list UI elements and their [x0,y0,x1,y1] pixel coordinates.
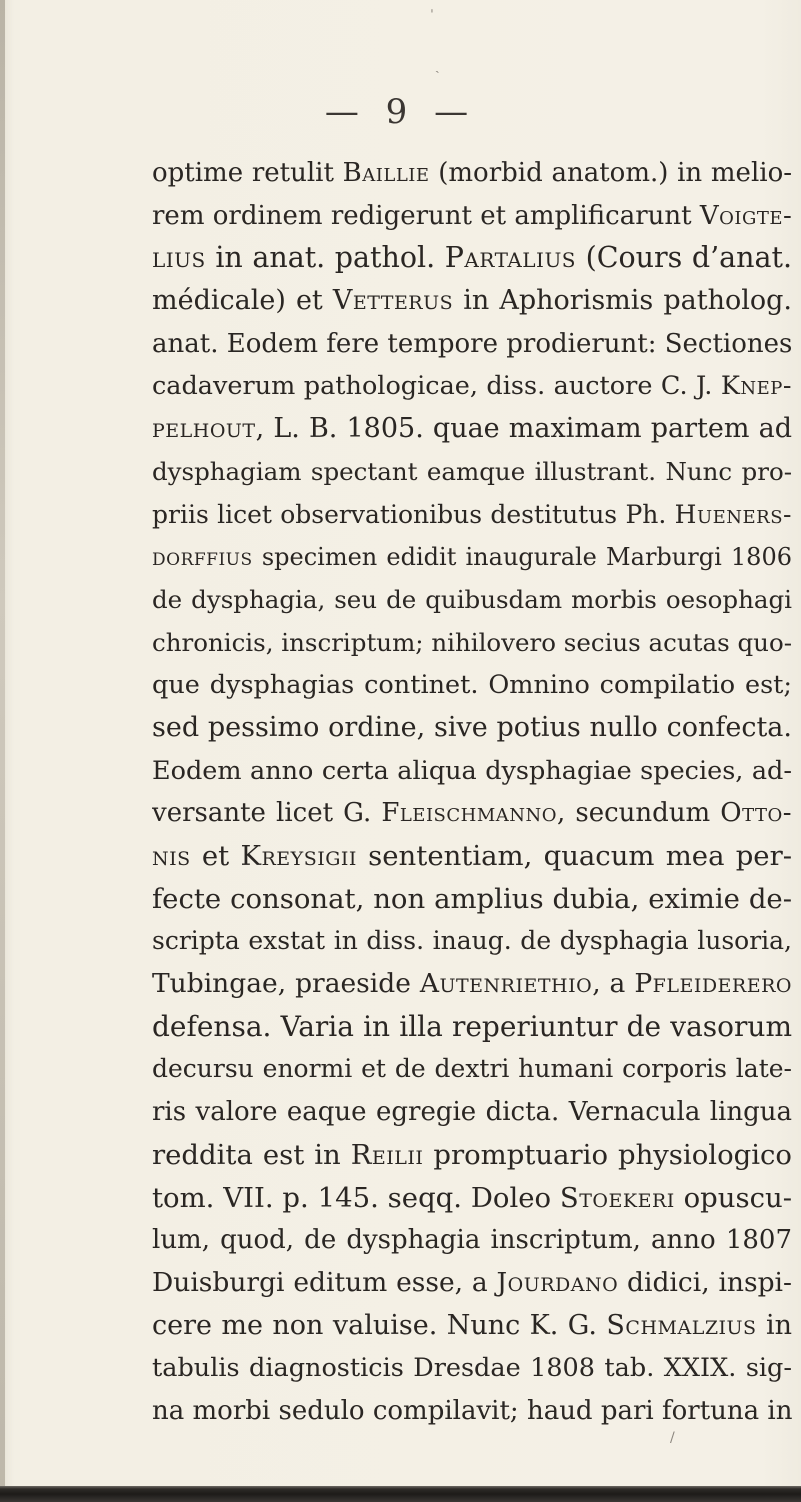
text-line [152,451,792,494]
author-name: Vetterus [332,285,454,317]
text-segment: specimen edidit inaugurale Marburgi 1806 [252,543,792,572]
scan-speck: ˈ [430,8,434,24]
text-segment: tabulis diagnosticis Dresdae 1808 tab. XXIX. sig- [152,1353,792,1384]
author-name: Autenriethio [419,968,593,1000]
author-name: lius [152,241,206,275]
scan-speck: / [670,1430,675,1446]
text-segment: , L. B. 1805. quae maximam partem ad [255,413,792,445]
text-segment: anat. Eodem fere tempore prodierunt: Sectiones [152,328,792,359]
text-segment: (Cours d’anat. [576,241,792,275]
text-segment: priis licet observationibus destitutus Ph. [152,499,675,529]
text-segment: Tubingae, praeside [152,968,420,1000]
author-name: nis [152,840,191,872]
text-segment: Duisburgi editum esse, a [152,1266,497,1298]
text-line [152,1134,792,1177]
scan-bottom-edge [0,1486,801,1502]
scan-speck: ˏ [435,58,440,74]
author-name: Reilii [350,1138,424,1171]
text-line [152,152,792,195]
text-line [152,195,792,238]
text-segment: , a [592,968,635,1000]
text-segment: chronicis, inscriptum; nihilovero secius acutas quo- [152,627,792,657]
text-segment: versante licet G. [152,798,382,829]
author-name: Partalius [444,241,577,275]
text-line [152,494,792,537]
author-name: Knep- [720,371,792,402]
text-line [152,323,792,366]
text-line [152,750,792,793]
text-segment: ris valore eaque egregie dicta. Vernacula lingua [152,1097,792,1128]
text-segment: reddita est in [152,1138,351,1171]
text-segment: lum, quod, de dysphagia inscriptum, anno 1807 [152,1225,792,1256]
author-name: Fleischmanno [381,798,558,829]
author-name: Schmalzius [606,1309,757,1341]
text-segment: médicale) et [152,285,333,317]
text-segment: que dysphagias continet. Omnino compilatio est; [152,670,792,701]
text-line [152,365,792,408]
text-line [152,707,792,750]
text-line [152,536,792,579]
text-segment: et [190,840,241,872]
text-segment: sed pessimo ordine, sive potius nullo confecta. [152,711,792,743]
text-line [152,1006,792,1049]
text-line [152,280,792,323]
author-name: dorffius [152,543,253,572]
text-line [152,1262,792,1305]
text-segment: (morbid anatom.) in melio- [429,158,792,188]
author-name: Stoekeri [559,1181,675,1214]
text-segment: fecte consonat, non amplius dubia, eximie de- [152,882,792,915]
text-segment: defensa. Varia in illa reperiuntur de vasorum [152,1009,792,1043]
text-segment: Eodem anno certa aliqua dysphagiae species, ad- [152,755,792,786]
text-line [152,878,792,921]
text-line [152,1305,792,1348]
text-line [152,1091,792,1134]
text-line [152,963,792,1006]
author-name: Jourdano [496,1266,619,1298]
text-line [152,1390,792,1433]
author-name: Hueners- [674,499,792,529]
author-name: Voigte- [699,200,792,231]
text-line [152,408,792,451]
text-line [152,622,792,665]
text-segment: didici, inspi- [618,1266,792,1298]
text-segment: scripta exstat in diss. inaug. de dysphagia lusoria, [152,926,792,956]
text-segment: opuscu- [674,1181,792,1214]
text-segment: optime retulit [152,158,343,188]
text-segment: , secundum [557,798,721,829]
text-segment: in anat. pathol. [205,241,445,275]
text-segment: dysphagiam spectant eamque illustrant. Nunc pro- [152,456,792,486]
text-line [152,1219,792,1262]
author-name: Kreysigii [240,840,357,872]
text-segment: promptuario physiologico [423,1138,792,1171]
text-line [152,237,792,280]
text-line [152,920,792,963]
text-segment: cadaverum pathologicae, diss. auctore C. J. [152,371,721,402]
page-number: — 9 — [324,92,477,132]
text-segment: in [756,1309,792,1341]
body-text [152,152,792,1433]
text-line [152,835,792,878]
author-name: pelhout [152,413,256,445]
text-line [152,1048,792,1091]
text-segment: sententiam, quacum mea per- [356,840,792,872]
author-name: Otto- [720,798,792,829]
author-name: Baillie [342,158,430,188]
author-name: Pfleiderero [634,968,792,1000]
page-gutter-shadow [0,0,5,1502]
text-line [152,579,792,622]
text-segment: tom. VII. p. 145. seqq. Doleo [152,1181,560,1214]
text-segment: na morbi sedulo compilavit; haud pari fortuna in [152,1395,792,1426]
text-segment: in Aphorismis patholog. [453,285,792,317]
text-segment: rem ordinem redigerunt et amplificarunt [152,200,700,231]
text-line [152,792,792,835]
text-segment: decursu enormi et de dextri humani corporis late- [152,1054,792,1084]
text-segment: de dysphagia, seu de quibusdam morbis oesophagi [152,584,792,614]
text-line [152,1347,792,1390]
text-segment: cere me non valuise. Nunc K. G. [152,1309,607,1341]
text-line [152,1177,792,1220]
text-line [152,664,792,707]
